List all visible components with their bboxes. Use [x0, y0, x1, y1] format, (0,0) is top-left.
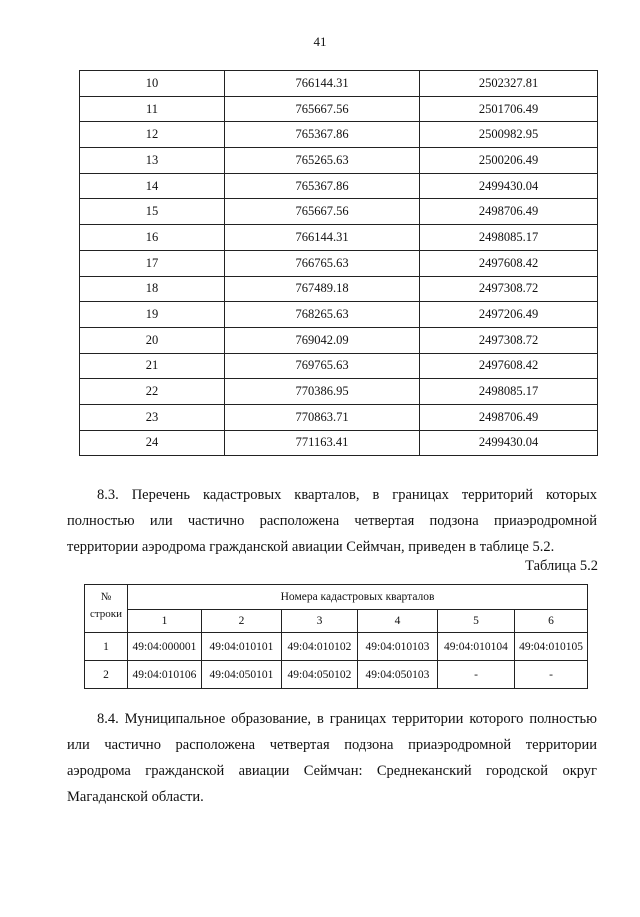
paragraph-8-3: 8.3. Перечень кадастровых кварталов, в границах территорий которых полностью или частично расположена четвертая подзона приаэродромной территории аэродрома гражданской авиации Сеймчан, приведен в таблице 5.2.	[67, 487, 597, 555]
x-coordinate: 769765.63	[225, 353, 420, 379]
table-caption: Таблица 5.2	[525, 558, 598, 574]
y-coordinate: 2499430.04	[420, 430, 598, 456]
point-number: 17	[80, 250, 225, 276]
column-number: 4	[358, 610, 438, 633]
x-coordinate: 769042.09	[225, 327, 420, 353]
cadastral-number: 49:04:050102	[282, 661, 358, 689]
table-row	[80, 199, 598, 225]
table-row	[80, 430, 598, 456]
point-number: 19	[80, 302, 225, 328]
cadastral-number: 49:04:050101	[202, 661, 282, 689]
table-row	[85, 633, 588, 661]
y-coordinate: 2497608.42	[420, 250, 598, 276]
point-number: 12	[80, 122, 225, 148]
x-coordinate: 770863.71	[225, 404, 420, 430]
point-number: 11	[80, 96, 225, 122]
x-coordinate: 766144.31	[225, 71, 420, 97]
table-row	[80, 225, 598, 251]
x-coordinate: 765667.56	[225, 199, 420, 225]
x-coordinate: 766144.31	[225, 225, 420, 251]
point-number: 10	[80, 71, 225, 97]
page-number: 41	[313, 34, 327, 49]
point-number: 21	[80, 353, 225, 379]
cadastral-number: -	[438, 661, 515, 689]
y-coordinate: 2497308.72	[420, 327, 598, 353]
cadastral-number: 49:04:010105	[515, 633, 588, 661]
cadastral-number: 49:04:010106	[128, 661, 202, 689]
row-number-header	[85, 585, 128, 633]
x-coordinate: 765667.56	[225, 96, 420, 122]
cadastral-number: 49:04:010104	[438, 633, 515, 661]
x-coordinate: 767489.18	[225, 276, 420, 302]
cadastral-number: 49:04:000001	[128, 633, 202, 661]
cadastral-number: 49:04:010102	[282, 633, 358, 661]
table-row	[80, 96, 598, 122]
y-coordinate: 2499430.04	[420, 173, 598, 199]
point-number: 13	[80, 148, 225, 174]
table-row	[80, 302, 598, 328]
coordinates-table	[79, 70, 598, 456]
table-row	[80, 122, 598, 148]
y-coordinate: 2498085.17	[420, 379, 598, 405]
point-number: 20	[80, 327, 225, 353]
table-row	[85, 661, 588, 689]
y-coordinate: 2497206.49	[420, 302, 598, 328]
table-row	[80, 327, 598, 353]
y-coordinate: 2497308.72	[420, 276, 598, 302]
cadastral-number: 49:04:010101	[202, 633, 282, 661]
x-coordinate: 765367.86	[225, 173, 420, 199]
column-number: 2	[202, 610, 282, 633]
x-coordinate: 771163.41	[225, 430, 420, 456]
y-coordinate: 2497608.42	[420, 353, 598, 379]
column-number: 1	[128, 610, 202, 633]
y-coordinate: 2500982.95	[420, 122, 598, 148]
paragraph-8-4: 8.4. Муниципальное образование, в границах территории которого полностью или частично расположена четвертая подзона приаэродромной территории аэродрома гражданской авиации Сеймчан: Среднеканский городской округ Магаданской области.	[67, 711, 597, 805]
row-number-header-symbol: №	[100, 591, 112, 603]
y-coordinate: 2501706.49	[420, 96, 598, 122]
cadastral-number: 49:04:010103	[358, 633, 438, 661]
cadastral-numbers-header: Номера кадастровых кварталов	[128, 585, 588, 610]
x-coordinate: 765265.63	[225, 148, 420, 174]
table-row	[80, 250, 598, 276]
table-row	[80, 71, 598, 97]
table-row	[80, 353, 598, 379]
row-number: 2	[85, 661, 128, 689]
table-row	[80, 276, 598, 302]
point-number: 18	[80, 276, 225, 302]
cadastral-number: -	[515, 661, 588, 689]
point-number: 16	[80, 225, 225, 251]
y-coordinate: 2502327.81	[420, 71, 598, 97]
column-number: 5	[438, 610, 515, 633]
column-number: 6	[515, 610, 588, 633]
cadastral-quarters-table	[84, 584, 588, 689]
point-number: 24	[80, 430, 225, 456]
y-coordinate: 2500206.49	[420, 148, 598, 174]
row-number: 1	[85, 633, 128, 661]
y-coordinate: 2498085.17	[420, 225, 598, 251]
point-number: 15	[80, 199, 225, 225]
table-row	[80, 379, 598, 405]
y-coordinate: 2498706.49	[420, 404, 598, 430]
table-row	[80, 404, 598, 430]
y-coordinate: 2498706.49	[420, 199, 598, 225]
point-number: 22	[80, 379, 225, 405]
cadastral-number: 49:04:050103	[358, 661, 438, 689]
x-coordinate: 770386.95	[225, 379, 420, 405]
x-coordinate: 768265.63	[225, 302, 420, 328]
x-coordinate: 765367.86	[225, 122, 420, 148]
row-number-header-word: строки	[89, 608, 123, 620]
point-number: 14	[80, 173, 225, 199]
x-coordinate: 766765.63	[225, 250, 420, 276]
column-number: 3	[282, 610, 358, 633]
coordinates-table-body	[80, 71, 598, 456]
table-row	[80, 148, 598, 174]
table-row	[80, 173, 598, 199]
point-number: 23	[80, 404, 225, 430]
